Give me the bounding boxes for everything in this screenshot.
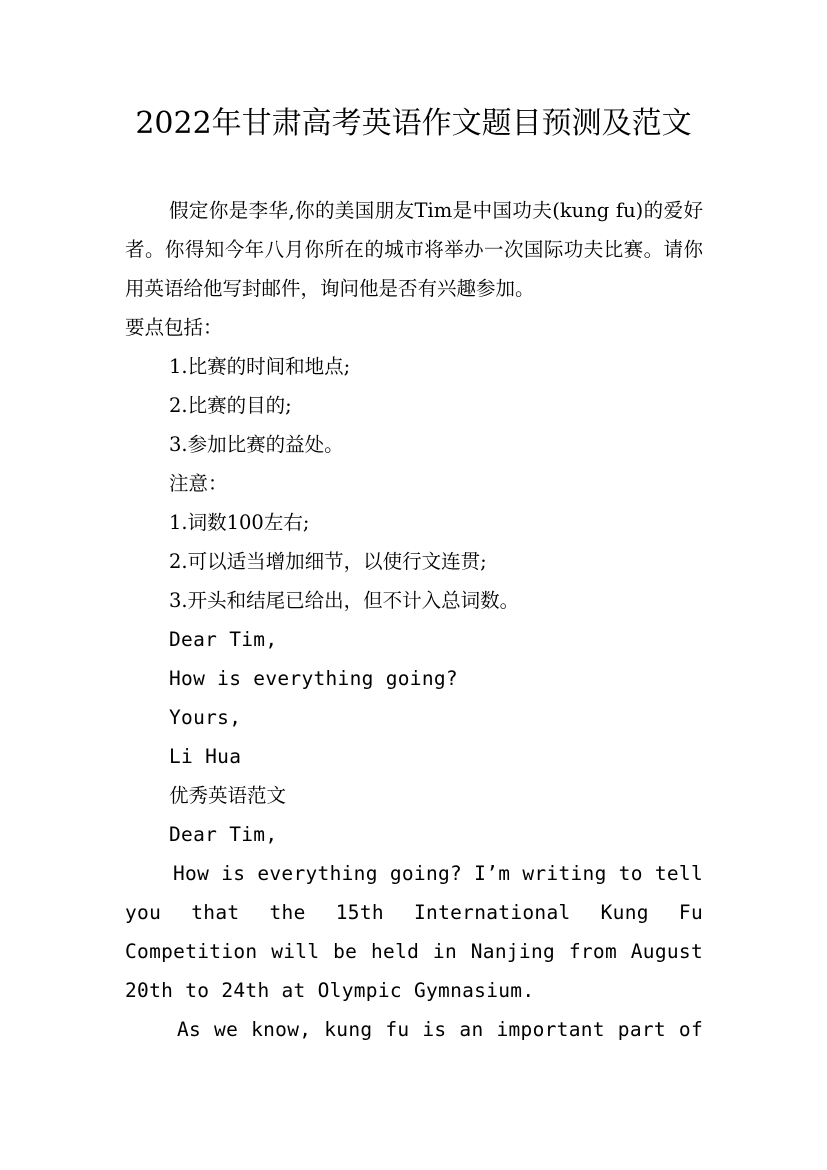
prompt-intro: 假定你是李华,你的美国朋友Tim是中国功夫(kung fu)的爱好者。你得知今年八月你所在的城市将举办一次国际功夫比赛。请你用英语给他写封邮件，询问他是否有兴趣参加。 [125,199,703,300]
note-item-3: 3.开头和结尾已给出，但不计入总词数。 [169,589,520,612]
point-item-2: 2.比赛的目的; [169,394,292,417]
prompt-signature: Li Hua [169,745,242,768]
prompt-closing: Yours, [169,706,242,729]
page-title: 2022年甘肃高考英语作文题目预测及范文 [135,106,692,141]
sample-paragraph-2: As we know, kung fu is an important part of [177,1018,703,1041]
note-item-1: 1.词数100左右; [169,511,310,534]
prompt-greeting: Dear Tim, [169,628,278,651]
sample-label: 优秀英语范文 [169,784,287,807]
points-label: 要点包括： [125,316,223,339]
point-item-1: 1.比赛的时间和地点; [169,355,351,378]
prompt-opening: How is everything going? [169,667,458,690]
point-item-3: 3.参加比赛的益处。 [169,433,344,456]
sample-paragraph-1: How is everything going? I’m writing to tell you that the 15th International Kung Fu Competition will be held in Nanjing from August 20th to 24th at Olympic Gymnasium. [125,862,703,1002]
sample-greeting: Dear Tim, [169,823,278,846]
notes-label: 注意： [169,472,228,495]
document-body [125,191,703,1049]
note-item-2: 2.可以适当增加细节，以使行文连贯; [169,550,487,573]
